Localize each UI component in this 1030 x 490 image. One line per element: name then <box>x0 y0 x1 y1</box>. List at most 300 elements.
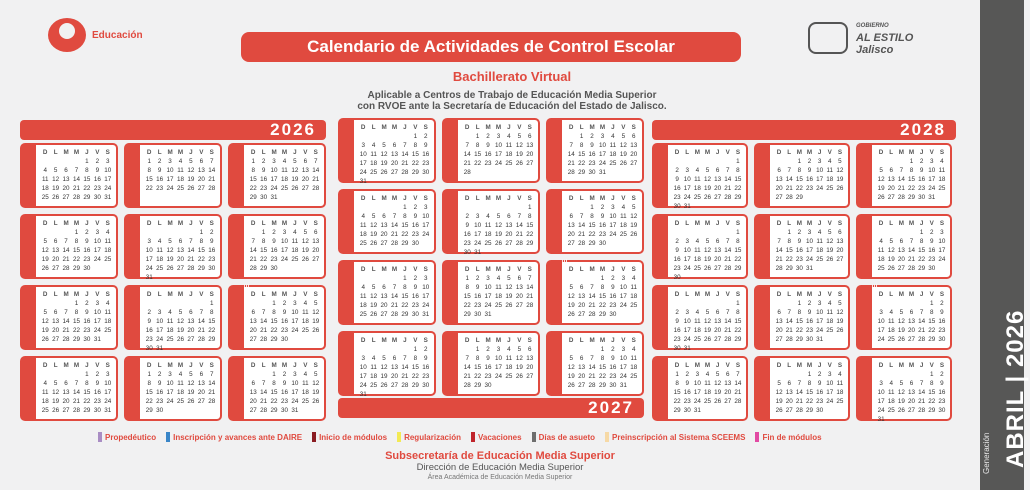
day-cell: 15 <box>785 247 793 254</box>
empty-day <box>774 370 784 379</box>
day-cell: 20 <box>785 398 793 405</box>
empty-day <box>514 203 524 212</box>
legend-label: Vacaciones <box>477 432 522 442</box>
weekday-header: M <box>177 291 184 298</box>
day-cell: 20 <box>380 231 388 238</box>
day-cell: 14 <box>588 364 596 371</box>
day-cell: 19 <box>52 398 60 405</box>
day-cell: 23 <box>928 256 936 263</box>
day-cell: 13 <box>567 222 575 229</box>
day-cell: 23 <box>918 185 926 192</box>
weekday-header: D <box>568 337 574 344</box>
day-cell: 3 <box>95 300 100 307</box>
day-cell: 24 <box>166 398 174 405</box>
day-cell: 26 <box>619 160 627 167</box>
day-cell: 19 <box>291 176 299 183</box>
day-cell: 3 <box>807 229 812 236</box>
day-cell: 20 <box>505 231 513 238</box>
day-cell: 3 <box>600 133 605 140</box>
weekday-header: J <box>919 362 924 369</box>
day-cell: 20 <box>775 185 783 192</box>
day-cell: 22 <box>805 398 813 405</box>
day-cell: 4 <box>43 167 47 174</box>
weekday-header: M <box>599 195 606 202</box>
day-cell: 16 <box>422 364 430 371</box>
day-cell: 19 <box>826 247 834 254</box>
day-cell: 2 <box>675 238 679 245</box>
day-cell: 20 <box>390 373 398 380</box>
day-cell: 24 <box>270 185 278 192</box>
day-cell: 23 <box>208 256 216 263</box>
weekday-header: D <box>776 291 782 298</box>
day-cell: 29 <box>72 265 80 272</box>
month-agosto <box>754 285 850 350</box>
month-tab <box>548 259 569 323</box>
day-cell: 14 <box>390 293 398 300</box>
day-cell: 1 <box>210 300 214 307</box>
day-cell: 26 <box>703 194 711 201</box>
day-cell: 24 <box>494 373 502 380</box>
weekday-header: D <box>250 220 256 227</box>
month-octubre <box>652 356 748 421</box>
applicability-line2: con RVOE ante la Secretaría de Educación del Estado de Jalisco. <box>357 101 667 112</box>
day-cell: 1 <box>261 229 266 236</box>
weekday-header: S <box>105 362 110 369</box>
month-tab <box>756 287 777 348</box>
month-julio <box>652 285 748 350</box>
weekday-header: V <box>199 291 204 298</box>
day-cell: 28 <box>897 194 905 201</box>
day-cell: 16 <box>816 389 824 396</box>
day-cell: 16 <box>938 318 946 325</box>
day-cell: 28 <box>208 398 216 405</box>
day-cell: 30 <box>93 407 101 414</box>
day-cell: 17 <box>619 364 627 371</box>
day-cell: 27 <box>897 265 905 272</box>
day-cell: 11 <box>505 142 513 149</box>
day-cell: 26 <box>291 185 299 192</box>
empty-day <box>713 228 723 237</box>
day-cell: 14 <box>907 247 915 254</box>
day-cell: 21 <box>249 256 257 263</box>
day-cell: 4 <box>828 158 832 165</box>
day-cell: 21 <box>918 398 926 405</box>
month-enero <box>652 143 748 208</box>
weekday-header: M <box>391 266 398 273</box>
day-cell: 30 <box>83 336 91 343</box>
jalisco-line1: GOBIERNO <box>856 23 889 29</box>
day-cell: 28 <box>72 407 80 414</box>
empty-day <box>566 132 576 141</box>
day-cell: 21 <box>463 160 471 167</box>
day-cell: 27 <box>907 407 915 414</box>
day-cell: 23 <box>280 327 288 334</box>
day-cell: 1 <box>675 371 679 378</box>
day-cell: 3 <box>817 158 822 165</box>
weekday-header: D <box>250 362 256 369</box>
day-cell: 30 <box>270 265 278 272</box>
day-cell: 14 <box>260 389 268 396</box>
empty-day <box>358 132 368 141</box>
day-cell: 16 <box>156 176 164 183</box>
day-cell: 27 <box>52 265 60 272</box>
day-cell: 31 <box>104 407 112 414</box>
day-cell: 4 <box>282 158 287 165</box>
day-cell: 5 <box>314 371 318 378</box>
day-cell: 11 <box>41 176 49 183</box>
empty-day <box>723 228 733 237</box>
weekday-header: M <box>281 220 288 227</box>
weekday-header: L <box>579 195 584 202</box>
weekday-header: S <box>105 149 110 156</box>
day-cell: 12 <box>515 142 523 149</box>
day-cell: 24 <box>494 160 502 167</box>
weekday-header: J <box>189 291 193 298</box>
day-cell: 7 <box>64 238 68 245</box>
month-diciembre <box>228 356 326 421</box>
day-cell: 10 <box>683 318 691 325</box>
day-cell: 26 <box>380 169 388 176</box>
day-cell: 12 <box>877 176 885 183</box>
weekday-header: M <box>391 195 398 202</box>
weekday-header: S <box>423 266 428 273</box>
day-cell: 18 <box>826 318 834 325</box>
day-cell: 26 <box>714 398 722 405</box>
day-cell: 1 <box>85 371 89 378</box>
month-name: NOVIEMBRE <box>456 333 465 379</box>
day-cell: 2 <box>930 229 934 236</box>
weekday-header: J <box>715 362 720 369</box>
day-cell: 7 <box>403 355 407 362</box>
day-cell: 28 <box>724 265 732 272</box>
legend-item-preinscripcion <box>605 432 745 442</box>
weekday-header: L <box>371 124 376 131</box>
day-cell: 25 <box>630 302 638 309</box>
day-cell: 17 <box>877 327 885 334</box>
day-cell: 15 <box>795 318 803 325</box>
day-cell: 19 <box>567 302 575 309</box>
month-julio <box>338 260 436 325</box>
day-cell: 15 <box>401 293 409 300</box>
weekday-header: J <box>715 220 720 227</box>
day-cell: 17 <box>359 373 367 380</box>
weekday-header: V <box>413 266 418 273</box>
day-cell: 15 <box>588 222 596 229</box>
day-cell: 1 <box>787 229 791 236</box>
weekday-header: M <box>177 220 184 227</box>
day-cell: 10 <box>280 238 288 245</box>
day-cell: 27 <box>567 240 575 247</box>
day-cell: 31 <box>156 345 164 352</box>
month-tab <box>858 284 879 348</box>
day-cell: 18 <box>609 151 617 158</box>
day-cell: 1 <box>413 346 418 353</box>
day-cell: 20 <box>714 185 722 192</box>
day-cell: 9 <box>95 167 100 174</box>
day-cell: 28 <box>260 336 268 343</box>
day-cell: 10 <box>683 176 691 183</box>
day-cell: 23 <box>422 160 430 167</box>
day-cell: 9 <box>157 380 162 387</box>
day-cell: 10 <box>494 355 502 362</box>
month-grid <box>358 123 431 185</box>
day-cell: 25 <box>301 398 309 405</box>
legend-item-propedeutico <box>98 432 156 442</box>
day-cell: 6 <box>53 238 58 245</box>
day-cell: 26 <box>836 185 844 192</box>
weekday-header: V <box>517 195 522 202</box>
day-cell: 10 <box>938 238 946 245</box>
day-cell: 11 <box>370 151 377 158</box>
weekday-header: S <box>837 220 843 227</box>
day-cell: 19 <box>312 389 320 396</box>
weekday-header: J <box>919 149 924 156</box>
weekday-header: S <box>939 362 945 369</box>
day-cell: 18 <box>505 364 513 371</box>
day-cell: 15 <box>401 222 409 229</box>
empty-day <box>40 228 50 237</box>
weekday-header: J <box>507 337 511 344</box>
day-cell: 31 <box>693 407 701 414</box>
weekday-header: M <box>898 291 904 298</box>
day-cell: 15 <box>83 389 91 396</box>
day-cell: 11 <box>938 167 946 174</box>
day-cell: 25 <box>484 240 492 247</box>
day-cell: 6 <box>579 355 584 362</box>
weekday-header: D <box>464 124 470 131</box>
day-cell: 12 <box>52 389 60 396</box>
day-cell: 9 <box>424 142 428 149</box>
month-tab <box>230 358 251 419</box>
day-cell: 11 <box>359 222 367 229</box>
day-cell: 19 <box>703 256 711 263</box>
weekday-header: L <box>475 124 480 131</box>
day-cell: 20 <box>249 398 257 405</box>
day-cell: 15 <box>598 293 606 300</box>
empty-day <box>248 299 258 308</box>
weekday-header: L <box>261 220 266 227</box>
day-cell: 25 <box>370 382 378 389</box>
day-cell: 29 <box>734 194 742 201</box>
day-cell: 14 <box>401 364 409 371</box>
day-cell: 26 <box>52 194 60 201</box>
weekday-header: D <box>360 337 366 344</box>
month-tab <box>126 358 147 419</box>
day-cell: 21 <box>724 185 732 192</box>
weekday-header: S <box>209 220 214 227</box>
empty-day <box>389 203 399 212</box>
day-cell: 15 <box>270 389 278 396</box>
day-cell: 24 <box>422 302 430 309</box>
weekday-header: V <box>95 362 100 369</box>
day-cell: 5 <box>53 380 58 387</box>
day-cell: 20 <box>52 327 60 334</box>
legend-label: Fin de módulos <box>762 432 822 442</box>
day-cell: 4 <box>496 275 501 282</box>
weekday-header: V <box>621 337 626 344</box>
empty-day <box>587 345 597 354</box>
empty-day <box>144 299 154 308</box>
month-octubre <box>338 331 436 396</box>
weekday-header: V <box>199 362 204 369</box>
month-grid <box>144 148 217 203</box>
weekday-header: J <box>403 124 407 131</box>
day-cell: 4 <box>940 158 944 165</box>
day-cell: 16 <box>463 231 471 238</box>
day-cell: 18 <box>484 231 492 238</box>
day-cell: 8 <box>736 238 740 245</box>
day-cell: 15 <box>795 176 803 183</box>
weekday-header: S <box>209 149 214 156</box>
day-cell: 2 <box>424 346 428 353</box>
day-cell: 19 <box>877 185 885 192</box>
month-tab <box>444 120 465 181</box>
empty-day <box>876 157 886 166</box>
day-cell: 3 <box>940 229 944 236</box>
day-cell: 18 <box>693 185 701 192</box>
weekday-header: M <box>898 362 904 369</box>
day-cell: 19 <box>41 256 49 263</box>
day-cell: 29 <box>918 265 926 272</box>
day-cell: 3 <box>930 158 934 165</box>
day-cell: 18 <box>104 318 112 325</box>
day-cell: 19 <box>775 398 783 405</box>
day-cell: 25 <box>693 336 701 343</box>
month-tab <box>756 145 777 206</box>
day-cell: 1 <box>590 204 594 211</box>
empty-day <box>50 370 60 379</box>
day-cell: 3 <box>685 309 689 316</box>
month-tab <box>22 216 43 277</box>
day-cell: 7 <box>777 238 781 245</box>
day-cell: 31 <box>359 391 367 398</box>
month-grid <box>876 219 947 274</box>
weekday-header: M <box>495 337 502 344</box>
weekday-header: D <box>674 291 680 298</box>
weekday-header: D <box>464 266 470 273</box>
day-cell: 25 <box>887 336 895 343</box>
day-cell: 24 <box>484 302 492 309</box>
weekday-header: D <box>674 362 680 369</box>
weekday-header: D <box>42 149 48 156</box>
day-cell: 10 <box>683 247 691 254</box>
day-cell: 27 <box>380 311 388 318</box>
weekday-header: M <box>73 291 80 298</box>
day-cell: 31 <box>291 407 299 414</box>
weekday-header: J <box>611 337 615 344</box>
day-cell: 11 <box>359 293 367 300</box>
day-cell: 12 <box>836 309 844 316</box>
day-cell: 5 <box>879 167 883 174</box>
jalisco-crest-icon <box>808 22 848 54</box>
empty-day <box>71 370 81 379</box>
day-cell: 24 <box>805 256 813 263</box>
day-cell: 9 <box>675 247 679 254</box>
weekday-header: D <box>146 362 152 369</box>
day-cell: 11 <box>156 247 163 254</box>
weekday-header: L <box>371 337 376 344</box>
day-cell: 31 <box>805 265 813 272</box>
day-cell: 12 <box>515 355 523 362</box>
day-cell: 21 <box>526 293 534 300</box>
day-cell: 9 <box>919 167 924 174</box>
day-cell: 7 <box>528 275 532 282</box>
day-cell: 24 <box>609 231 617 238</box>
applicability-note <box>0 90 1024 112</box>
day-cell: 23 <box>156 398 164 405</box>
day-cell: 10 <box>484 284 492 291</box>
day-cell: 31 <box>359 178 367 185</box>
day-cell: 5 <box>371 213 376 220</box>
day-cell: 6 <box>528 133 532 140</box>
day-cell: 23 <box>795 256 803 263</box>
day-cell: 8 <box>797 309 802 316</box>
month-name: JULIO <box>352 285 361 308</box>
day-cell: 13 <box>390 364 398 371</box>
day-cell: 7 <box>590 355 594 362</box>
month-grid <box>876 290 947 345</box>
day-cell: 7 <box>736 371 740 378</box>
empty-day <box>576 274 586 283</box>
day-cell: 4 <box>705 371 710 378</box>
empty-day <box>358 345 368 354</box>
day-cell: 29 <box>260 265 268 272</box>
weekday-header: L <box>787 362 792 369</box>
day-cell: 19 <box>187 176 195 183</box>
month-tab <box>654 216 675 277</box>
month-name: ENERO <box>34 164 43 191</box>
day-cell: 28 <box>795 407 803 414</box>
day-cell: 29 <box>411 169 419 176</box>
day-cell: 2 <box>157 158 162 165</box>
day-cell: 30 <box>609 311 617 318</box>
day-cell: 2 <box>95 158 100 165</box>
weekday-header: V <box>929 149 934 156</box>
day-cell: 9 <box>413 284 418 291</box>
day-cell: 27 <box>52 336 60 343</box>
day-cell: 17 <box>104 176 112 183</box>
day-cell: 28 <box>567 169 575 176</box>
month-septiembre <box>856 285 952 350</box>
weekday-header: M <box>796 149 802 156</box>
day-cell: 10 <box>422 284 430 291</box>
day-cell: 10 <box>816 309 824 316</box>
day-cell: 27 <box>505 240 513 247</box>
day-cell: 14 <box>62 247 70 254</box>
day-cell: 30 <box>83 265 91 272</box>
day-cell: 5 <box>899 309 904 316</box>
day-cell: 11 <box>291 238 299 245</box>
day-cell: 26 <box>187 185 195 192</box>
day-cell: 23 <box>280 398 288 405</box>
weekday-header: J <box>403 266 407 273</box>
day-cell: 27 <box>630 160 638 167</box>
weekday-header: M <box>589 337 595 344</box>
day-cell: 20 <box>526 364 534 371</box>
day-cell: 26 <box>515 373 523 380</box>
day-cell: 4 <box>828 300 832 307</box>
day-cell: 1 <box>736 300 740 307</box>
month-name: ABRIL <box>34 239 43 262</box>
day-cell: 20 <box>724 389 732 396</box>
empty-day <box>917 299 927 308</box>
day-cell: 7 <box>726 238 730 245</box>
day-cell: 17 <box>494 364 502 371</box>
month-marzo <box>546 118 644 183</box>
day-cell: 29 <box>805 407 813 414</box>
day-cell: 28 <box>578 240 586 247</box>
day-cell: 17 <box>877 398 885 405</box>
